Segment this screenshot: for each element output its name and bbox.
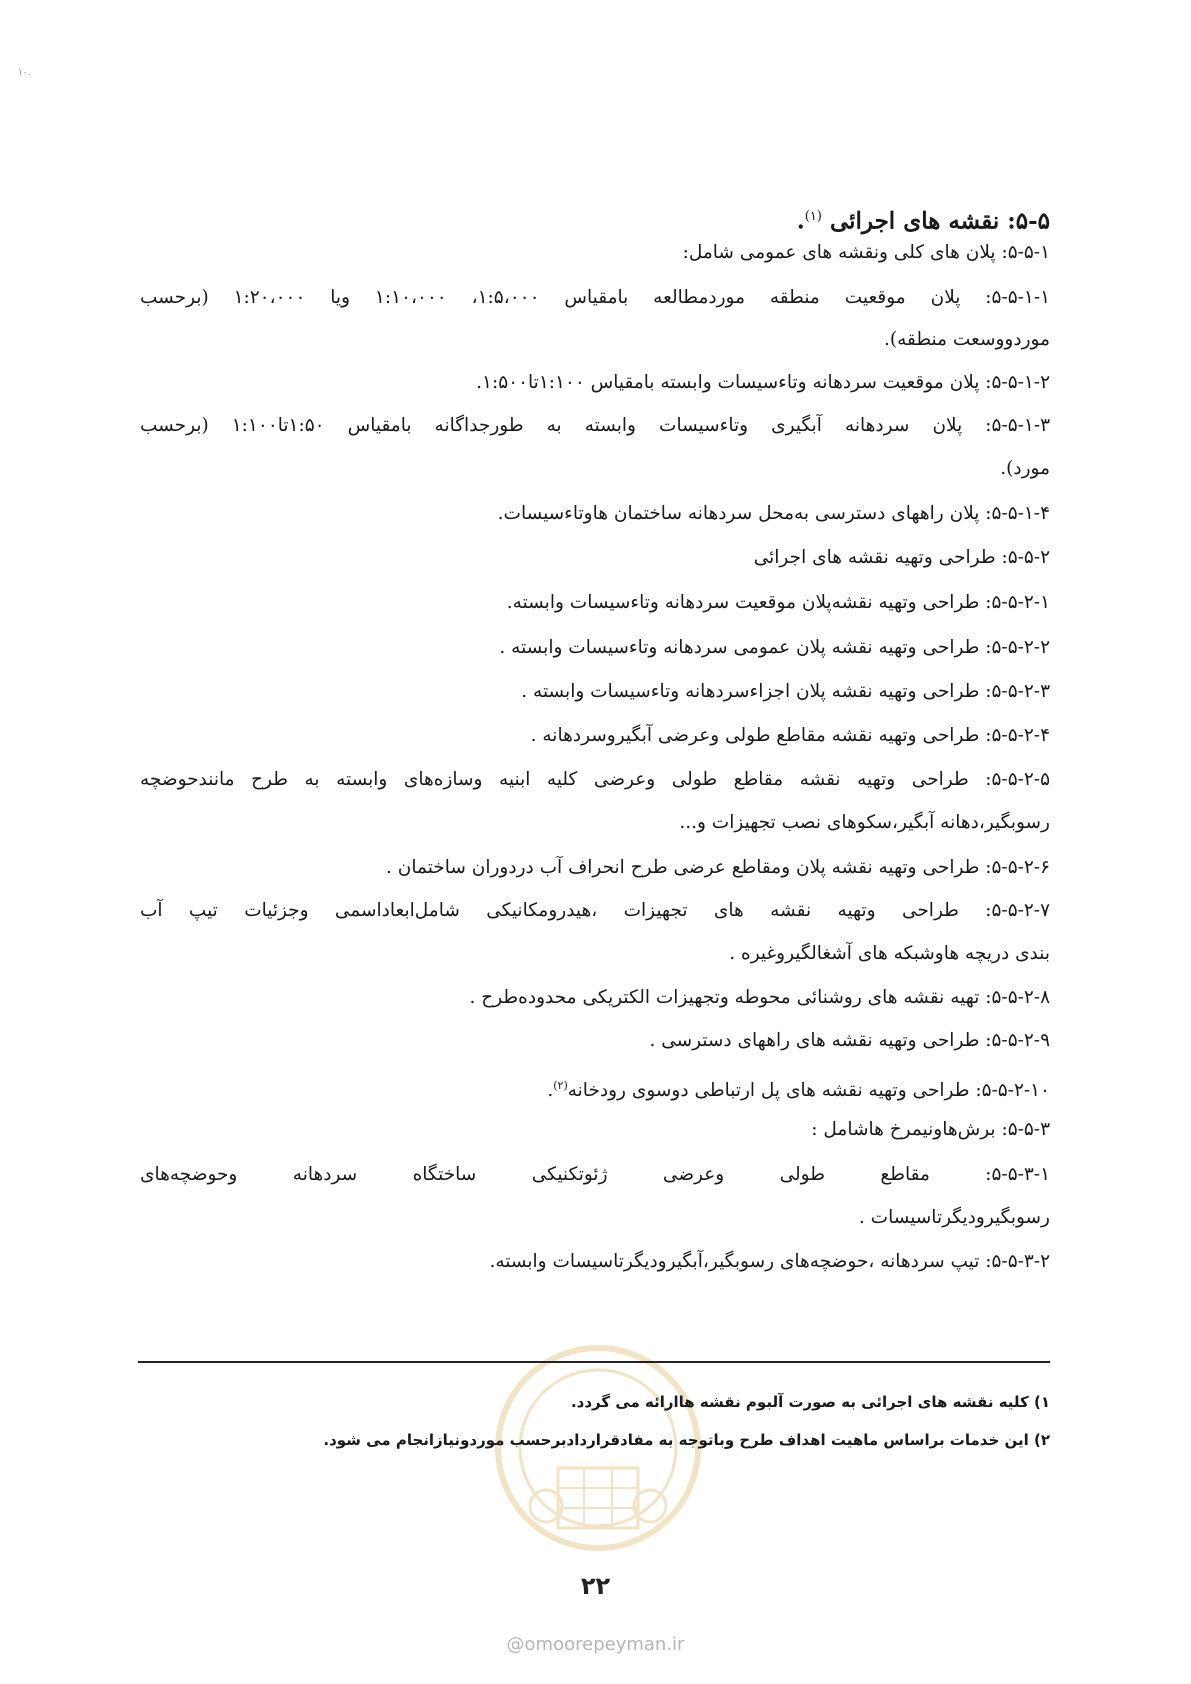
paragraph-line: ۵-۵-۳: برش‌هاونیمرخ هاشامل :	[811, 1119, 1050, 1140]
paragraph-line: موردووسعت منطقه).	[883, 329, 1050, 350]
paragraph-line: ۵-۵-۳-۱: مقاطع طولی وعرضی ژئوتکنیکی ساختگاه سردهانه وحوضچه‌های	[140, 1164, 1050, 1185]
paragraph-line	[547, 1069, 1050, 1108]
paragraph-line: ۵-۵-۲: طراحی وتهیه نقشه های اجرائی	[753, 547, 1050, 568]
watermark-site: @omoorepeyman.ir	[506, 1634, 685, 1655]
paragraph-line: ۵-۵-۲-۲: طراحی وتهیه نقشه پلان عمومی سردهانه وتاءسیسات وابسته .	[499, 637, 1050, 658]
paragraph-line: ۵-۵-۱-۱: پلان موقعیت منطقه موردمطالعه بامقیاس ۱:۵،۰۰۰، ۱:۱۰،۰۰۰ ویا ۱:۲۰،۰۰۰ (برحسب	[140, 287, 1051, 308]
paragraph-line: ۵-۵-۲-۹: طراحی وتهیه نقشه های راههای دسترسی .	[649, 1030, 1050, 1051]
footnote-2: ۲) این خدمات براساس ماهیت اهداف طرح وباتوجه به مفادقراردادبرحسب موردونیازانجام می شود.	[323, 1431, 1050, 1449]
paragraph-line: رسوبگیر،دهانه آبگیر،سکوهای نصب تجهیزات و...	[679, 812, 1050, 833]
footnote-1: ۱) کلیه نقشه های اجرائی به صورت آلبوم نقشه هاارائه می گردد.	[570, 1393, 1050, 1411]
paragraph-line: رسوبگیرودیگرتاسیسات .	[858, 1207, 1050, 1228]
footnote-divider	[138, 1361, 1050, 1363]
paragraph-line: مورد).	[1000, 458, 1050, 479]
paragraph-line: ۵-۵-۱-۲: پلان موقعیت سردهانه وتاءسیسات وابسته بامقیاس ۱:۱۰۰تا۱:۵۰۰.	[476, 372, 1050, 393]
paragraph-line: ۵-۵-۱: پلان های کلی ونقشه های عمومی شامل:	[682, 242, 1050, 263]
paragraph-line-end: .	[547, 1080, 554, 1102]
paragraph-line: ۵-۵-۲-۱: طراحی وتهیه نقشه‌پلان موقعیت سردهانه وتاءسیسات وابسته.	[506, 592, 1050, 613]
paragraph-line: ۵-۵-۲-۴: طراحی وتهیه نقشه مقاطع طولی وعرضی آبگیروسردهانه .	[530, 725, 1050, 746]
heading-end: .	[796, 207, 805, 235]
section-heading	[797, 200, 1050, 239]
paragraph-line: ۵-۵-۱-۳: پلان سردهانه آبگیری وتاءسیسات وابسته به طورجداگانه بامقیاس ۱:۵۰تا۱:۱۰۰ (برحسب	[140, 415, 1051, 436]
paragraph-line: ۵-۵-۲-۶: طراحی وتهیه نقشه پلان ومقاطع عرضی طرح انحراف آب دردوران ساختمان .	[386, 857, 1050, 878]
paragraph-line: ۵-۵-۲-۳: طراحی وتهیه نقشه پلان اجزاءسردهانه وتاءسیسات وابسته .	[521, 681, 1050, 702]
watermark-stamp	[488, 1338, 708, 1588]
corner-scan-mark: ۱۰.	[18, 68, 31, 78]
paragraph-line: ۵-۵-۲-۵: طراحی وتهیه نقشه مقاطع طولی وعرضی کلیه ابنیه وسازه‌های وابسته به طرح مانندحوضچه	[140, 769, 1050, 790]
paragraph-line: ۵-۵-۲-۸: تهیه نقشه های روشنائی محوطه وتجهیزات الکتریکی محدوده‌طرح .	[469, 987, 1050, 1008]
section-heading-text: ۵-۵: نقشه های اجرائی	[829, 207, 1050, 235]
paragraph-line: ۵-۵-۲-۷: طراحی وتهیه نقشه های تجهیزات ،هیدرومکانیکی شامل‌ابعاداسمی وجزئیات تیپ آب	[140, 900, 1050, 921]
paragraph-line-text: ۵-۵-۲-۱۰: طراحی وتهیه نقشه های پل ارتباطی دوسوی رودخانه	[567, 1080, 1050, 1102]
paragraph-line: ۵-۵-۳-۲: تیپ سردهانه ،حوضچه‌های رسوبگیر،آبگیرودیگرتاسیسات وابسته.	[489, 1251, 1050, 1272]
heading-footnote-ref: (۱)	[804, 209, 822, 224]
page-number: ۲۲	[580, 1572, 611, 1600]
paragraph-line: ۵-۵-۱-۴: پلان راههای دسترسی به‌محل سردهانه ساختمان هاوتاءسیسات.	[497, 503, 1050, 524]
paragraph-line: بندی دریچه هاوشبکه های آشغالگیروغیره .	[729, 943, 1050, 964]
footnote-ref: (۲)	[553, 1079, 568, 1092]
